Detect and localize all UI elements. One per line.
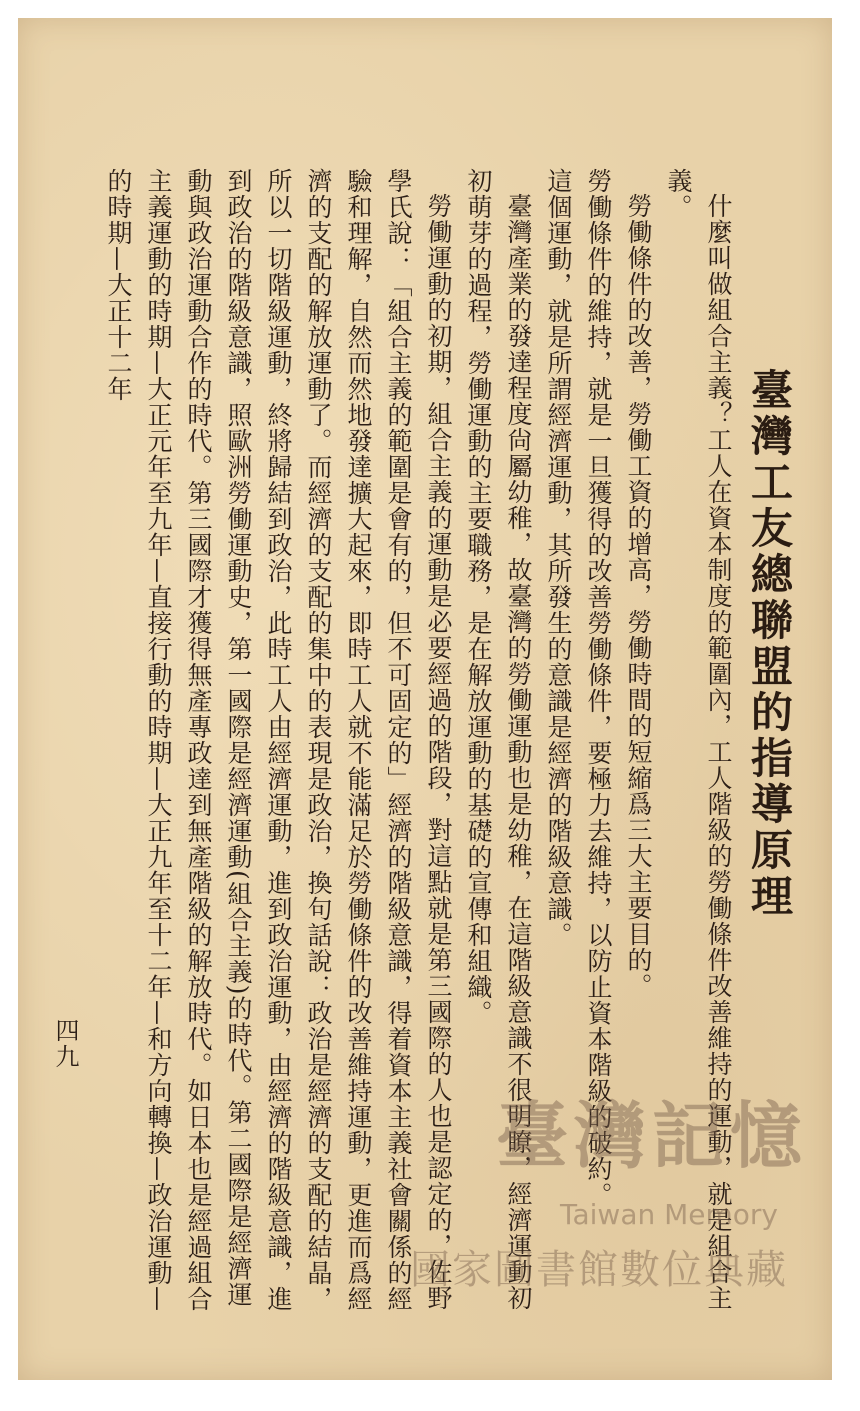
paragraph: 勞働運動的初期，組合主義的運動是必要經過的階段，對這點就是第三國際的人也是認定的，佐野學氏說：「組合主義的範圍是會有的，但不可固定的」經濟的階級意識，得着資本主義社會關係的經驗和理解，自然而然地發達擴大起來，即時工人就不能滿足於勞働條件的改善維持運動，更進而爲經濟的支配的解放運動了。而經濟的支配的集中的表現是政治，換句話說：政治是經濟的支配的結晶，所以一切階級運動，終將歸結到政治，此時工人由經濟運動，進到政治運動，由經濟的階級意識，進到政治的階級意識，照歐洲勞働運動史，第一國際是經濟運動(組合主義)的時代。第二國際是經濟運動與政治運動合作的時代。第三國際才獲得無產專政達到無產階級的解放時代。如日本也是經過組合主義運動的時期—大正元年至九年—直接行動的時期—大正九年至十二年—和方向轉換—政治運動—的時期—大正十二年 (104, 168, 453, 1312)
watermark-subtitle: 國家圖書館數位典藏 (410, 1247, 788, 1293)
paragraph: 臺灣產業的發達程度尙屬幼稚，故臺灣的勞働運動也是幼稚，在這階級意識不很明瞭，經濟運動初初萌芽的過程，勞働運動的主要職務，是在解放運動的基礎的宣傳和組織。 (464, 168, 533, 1311)
paragraph: 勞働條件的維持，就是一旦獲得的改善勞働條件，要極力去維持，以防止資本階級的破約。 (584, 168, 613, 1208)
watermark-english: Taiwan Memory (560, 1198, 778, 1231)
page-number: 四九 (51, 1018, 79, 1070)
paragraph: 這個運動，就是所謂經濟運動，其所發生的意識是經濟的階級意識。 (544, 168, 573, 948)
paragraph: 勞働條件的改善，勞働工資的增高，勞働時間的短縮爲三大主要目的。 (624, 193, 653, 999)
watermark-logo: 臺灣記憶 (495, 1093, 808, 1178)
body-text (98, 168, 738, 1328)
document-page (18, 18, 832, 1380)
paragraph: 什麼叫做組合主義？工人在資本制度的範圍內，工人階級的勞働條件改善維持的運動，就是組合主義。 (664, 168, 733, 1311)
page-title: 臺灣工友總聯盟的指導原理 (745, 368, 794, 920)
